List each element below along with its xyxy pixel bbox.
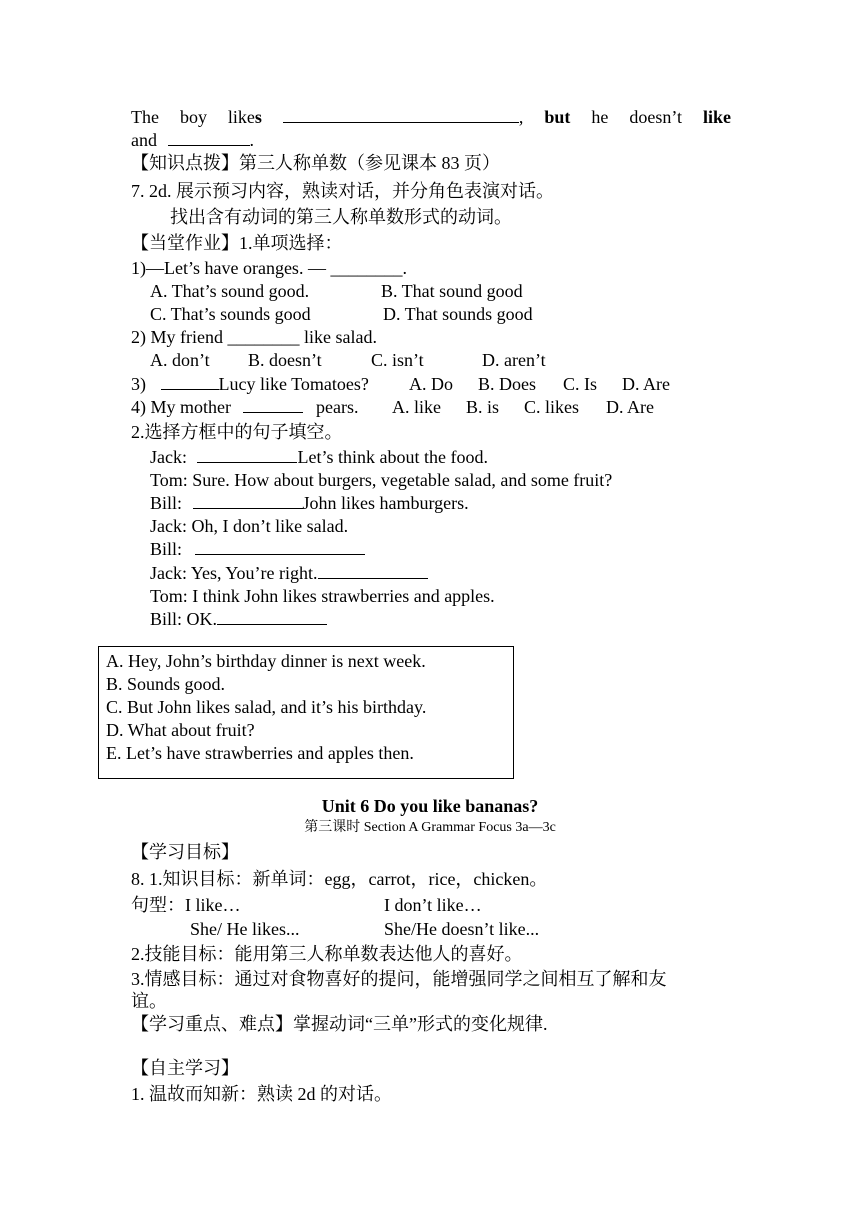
options-box [98,646,514,779]
dialogue-line-1: Jack: Let’s think about the food. [150,447,488,467]
self-study-title: 【自主学习】 [131,1058,239,1078]
dialogue-line-7: Tom: I think John likes strawberries and apples. [150,586,495,606]
word: boy [179,107,207,127]
goals-title: 【学习目标】 [131,842,239,862]
word-but: but [544,107,571,127]
option-b: B. Sounds good. [106,674,226,694]
goal-3-line-1: 3.情感目标：通过对食物喜好的提问，能增强同学之间相互了解和友 [131,969,667,989]
goal-3-line-2: 谊。 [131,991,167,1011]
pattern-d: She/He doesn’t like... [384,919,540,939]
word: The [131,107,159,127]
pattern-c: She/ He likes... [190,919,300,939]
unit-subtitle: 第三课时 Section A Grammar Focus 3a—3c [304,820,556,835]
top-sentence-cont: and . [131,130,254,150]
word-like: like [702,107,731,127]
q3-option-d: D. Are [622,374,670,394]
q1-option-c: C. That’s sounds good [150,304,311,324]
answer-blank[interactable] [318,562,428,579]
answer-blank[interactable] [217,608,327,625]
q1-stem: 1)—Let’s have oranges. — ________. [131,258,407,278]
q1-option-a: A. That’s sound good. [150,281,310,301]
answer-blank[interactable] [197,446,297,463]
q3-option-c: C. Is [563,374,598,394]
dialogue-line-4: Jack: Oh, I don’t like salad. [150,516,349,536]
answer-blank[interactable] [161,373,219,390]
option-a: A. Hey, John’s birthday dinner is next week. [106,651,426,671]
q2-option-c: C. isn’t [371,350,424,370]
goal-1: 8. 1.知识目标：新单词：egg，carrot，rice，chicken。 [131,869,548,889]
top-sentence [131,106,731,128]
answer-blank[interactable] [168,129,250,146]
unit-title: Unit 6 Do you like bananas? [321,796,539,816]
answer-blank[interactable] [193,492,303,509]
q4-option-b: B. is [466,397,500,417]
goal-2: 2.技能目标：能用第三人称单数表达他人的喜好。 [131,944,523,964]
answer-blank[interactable]: , [283,106,524,128]
answer-blank[interactable] [195,538,365,555]
q3-option-b: B. Does [478,374,536,394]
homework-title: 【当堂作业】1.单项选择： [131,233,343,253]
dialogue-line-3: Bill: John likes hamburgers. [150,493,469,513]
dialogue-line-5: Bill: [150,538,365,560]
answer-blank[interactable] [243,396,303,413]
dialogue-line-2: Tom: Sure. How about burgers, vegetable salad, and some fruit? [150,470,613,490]
q2-stem: 2) My friend ________ like salad. [131,327,377,347]
dialogue-line-8: Bill: OK. [150,608,327,630]
word: likes [227,107,262,127]
key-points: 【学习重点、难点】掌握动词“三单”形式的变化规律. [131,1014,548,1034]
q1-option-b: B. That sound good [381,281,523,301]
pattern-label: 句型：I like… [131,895,241,915]
q1-option-d: D. That sounds good [383,304,533,324]
fill-title: 2.选择方框中的句子填空。 [131,422,343,442]
q4-option-d: D. Are [606,397,654,417]
option-d: D. What about fruit? [106,720,255,740]
item-7: 7. 2d. 展示预习内容，熟读对话，并分角色表演对话。 [131,181,554,201]
q3-option-a: A. Do [409,374,453,394]
q4-option-c: C. likes [524,397,580,417]
q2-option-b: B. doesn’t [248,350,322,370]
dialogue-line-6: Jack: Yes, You’re right. [150,562,428,584]
option-e: E. Let’s have strawberries and apples then. [106,743,414,763]
tip-text: 【知识点拨】第三人称单数（参见课本 83 页） [131,153,500,173]
item-7-sub: 找出含有动词的第三人称单数形式的动词。 [170,207,512,227]
word: he [591,107,609,127]
q3-stem: 3) Lucy like Tomatoes? [131,374,369,394]
pattern-b: I don’t like… [384,895,482,915]
q2-option-d: D. aren’t [482,350,546,370]
q4-stem: 4) My mother pears. [131,397,359,417]
word: doesn’t [629,107,682,127]
q4-option-a: A. like [392,397,441,417]
q2-option-a: A. don’t [150,350,210,370]
self-study-1: 1. 温故而知新：熟读 2d 的对话。 [131,1084,392,1104]
option-c: C. But John likes salad, and it’s his birthday. [106,697,427,717]
